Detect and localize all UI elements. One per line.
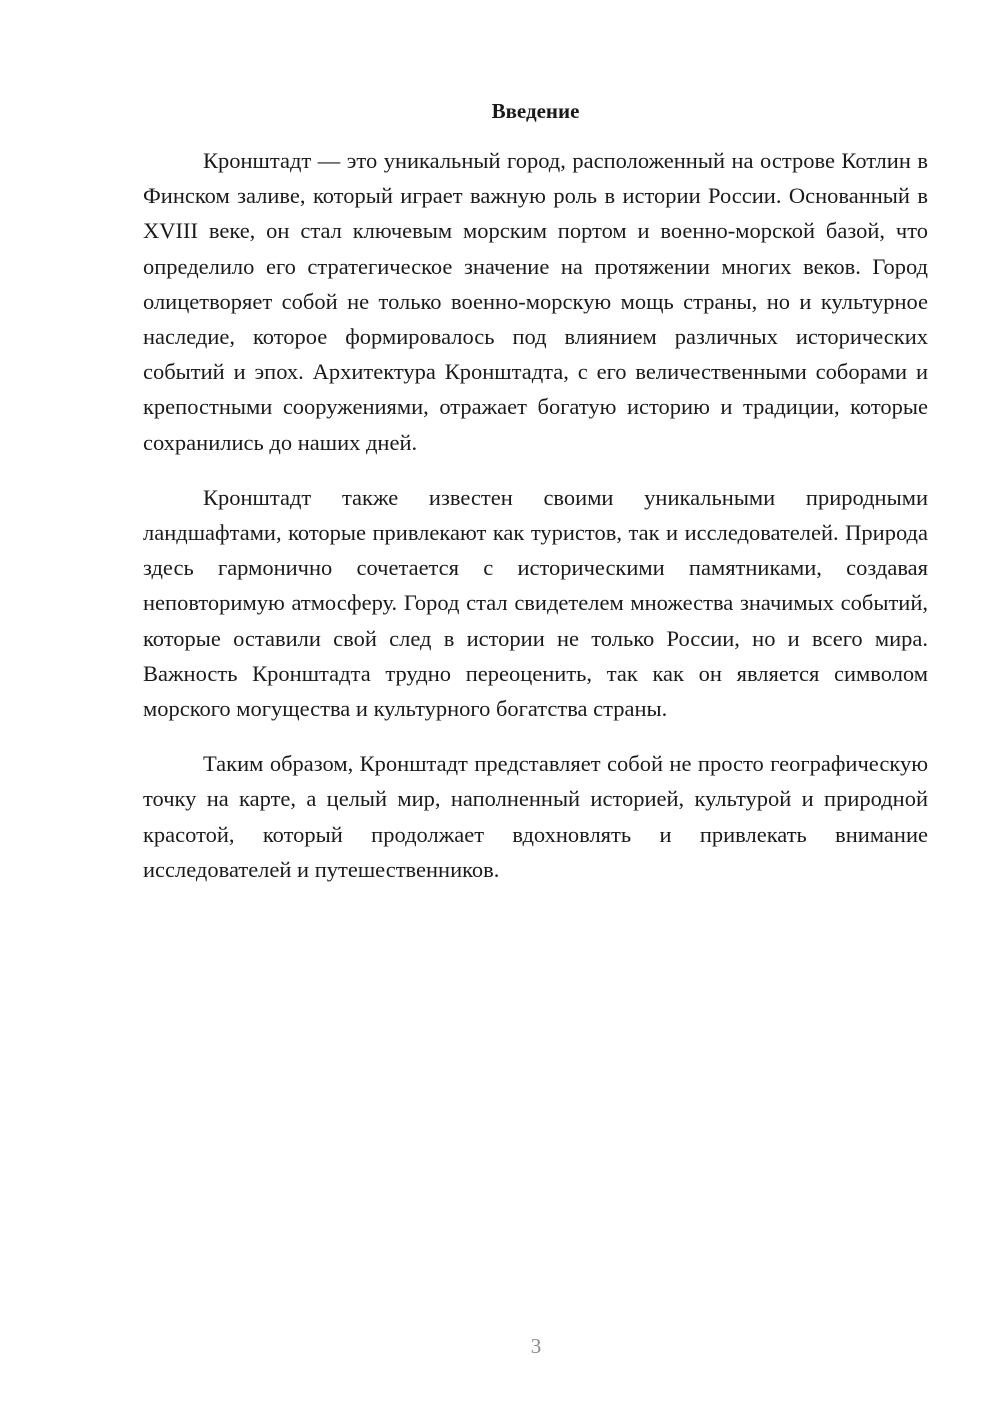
paragraph-1: Кронштадт — это уникальный город, расположенный на острове Котлин в Финском заливе, который играет важную роль в истории России. Основанный в XVIII веке, он стал ключевым морским портом и военно-морской базой, что определило его стратегическое значение на протяжении многих веков. Город олицетворяет собой не только военно-морскую мощь страны, но и культурное наследие, которое формировалось под влиянием различных исторических событий и эпох. Архитектура Кронштадта, с его величественными соборами и крепостными сооружениями, отражает богатую историю и традиции, которые сохранились до наших дней. bbox=[143, 148, 928, 455]
page-content bbox=[143, 97, 928, 907]
paragraph-2: Кронштадт также известен своими уникальными природными ландшафтами, которые привлекают как туристов, так и исследователей. Природа здесь гармонично сочетается с историческими памятниками, создавая неповторимую атмосферу. Город стал свидетелем множества значимых событий, которые оставили свой след в истории не только России, но и всего мира. Важность Кронштадта трудно переоценить, так как он является символом морского могущества и культурного богатства страны. bbox=[143, 484, 928, 722]
section-heading: Введение bbox=[491, 99, 580, 123]
paragraph-3: Таким образом, Кронштадт представляет собой не просто географическую точку на карте, а целый мир, наполненный историей, культурой и природной красотой, который продолжает вдохновлять и привлекать внимание исследователей и путешественников. bbox=[143, 751, 928, 882]
page-number: 3 bbox=[530, 1334, 542, 1358]
